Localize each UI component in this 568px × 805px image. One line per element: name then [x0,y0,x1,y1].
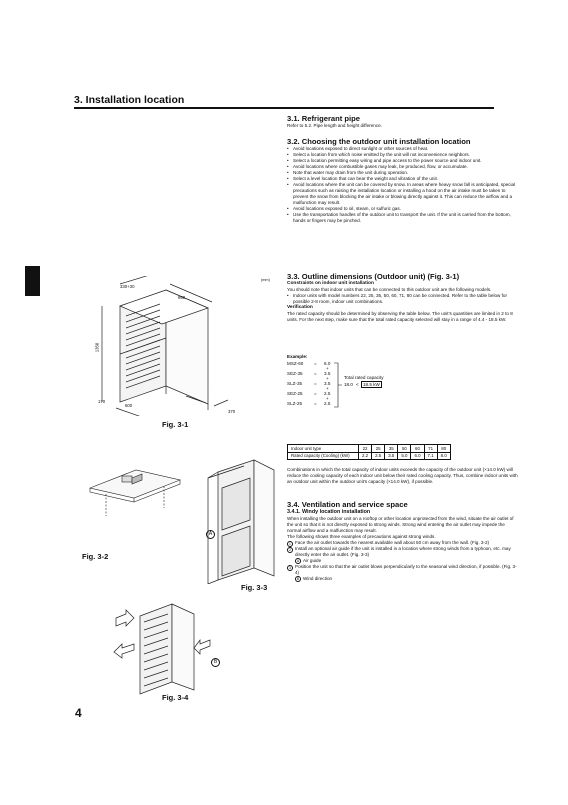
plus-sign: + [326,386,329,391]
example-eq: = [314,371,317,376]
table-cell: 8.0 [437,452,450,460]
table-row [288,445,451,453]
table-cell: 3.5 [385,452,398,460]
rooftop-wall-drawing [86,466,186,526]
table-cell: 35 [385,445,398,453]
plus-sign: + [326,396,329,401]
figure-label: Fig. 3-2 [82,552,109,561]
table-cell: Indoor unit type [288,445,359,453]
text-3-1: Refer to 5.2. Pipe length and height difference. [287,123,382,128]
list-item: • Avoid locations exposed to direct sunlight or other sources of heat. [287,146,519,152]
callout-letter: A [296,559,300,563]
table-row [288,452,451,460]
table-cell: 22 [359,445,372,453]
combination-note [287,467,519,485]
plus-sign: + [326,366,329,371]
figure-label: Fig. 3-1 [162,420,189,429]
list-item: • Select a location from which noise emitted by the unit will not inconvenience neighbors. [287,152,519,158]
constraints-heading: Constraints on indoor unit installation [287,281,374,286]
step-number: 2 [287,547,293,553]
windy-text-2: The following shows three examples of precautions against strong winds. [287,534,436,539]
heading-3-2: 3.2. Choosing the outdoor unit installation location [287,137,471,146]
capacity-example [287,354,519,434]
page-number: 4 [75,706,82,720]
step-number: 3 [287,565,293,571]
list-item [287,546,519,558]
table-cell: 7.1 [424,452,437,460]
table-cell: 2.5 [372,452,385,460]
table-cell: 50 [398,445,411,453]
section-3-4 [287,500,519,582]
capacity-table [287,444,451,460]
list-item: • Select a level location that can bear the weight and vibration of the unit. [287,176,519,182]
heading-3-4-1: 3.4.1. Windy location installation [287,509,371,515]
step-text: Position the unit so that the air outlet blows perpendicularly to the seasonal wind direction, if possible. (Fig. 3-4) [295,564,517,576]
table-cell: 6.0 [411,452,424,460]
bullet-list-3-2 [287,146,519,224]
table-cell: 5.0 [398,452,411,460]
verification-text: The rated capacity should be determined by observing the table below. The unit's quantities are limited in 2 to 8 units. For the next step, make sure that the total rated capacity selected will stay in a range of 4.4 - 18.5 kW. [287,311,513,322]
note-text: Air guide [303,558,322,564]
table-cell: Rated capacity (Cooling) (kW) [288,452,359,460]
step-number: 1 [287,541,293,547]
example-model: SLZ-35 [287,381,303,386]
step-text: Face the air outlet towards the nearest available wall about 50 cm away from the wall. (Fig. 3-2) [295,540,490,545]
list-item: • Use the transportation handles of the outdoor unit to transport the unit. If the unit is carried from the bottom, hands or fingers may be pinched. [287,212,519,224]
table-cell: 2.2 [359,452,372,460]
total-capacity-value: 18.0 [344,382,353,387]
dim-bottom-width: 600 [125,403,133,408]
list-item: • Indoor units with model numbers 22, 25, 35, 50, 60, 71, 80 can be connected. Refer to the table below for possible 2-8 room, indoor unit combinations. [287,293,519,305]
example-model: SEZ-25 [287,391,303,396]
plus-sign: + [326,376,329,381]
unit-label: (mm) [261,278,270,282]
less-than-sign: < [356,382,359,387]
example-eq: = [314,381,317,386]
list-item: • Select a location permitting easy wiring and pipe access to the power source and indoor unit. [287,158,519,164]
list-item: • Avoid locations exposed to oil, steam, or sulfuric gas. [287,206,519,212]
sum-bracket [333,362,343,408]
section-3-1 [287,114,519,129]
example-value: 6.0 [324,361,331,366]
section-divider [74,107,494,109]
dim-depth: 170 [98,399,106,404]
figure-label: Fig. 3-4 [162,693,189,702]
example-value: 3.5 [324,381,331,386]
example-value: 2.5 [324,391,331,396]
dim-height: 1350 [94,342,100,353]
dim-top: 330+30 [120,284,135,289]
table-cell: 71 [424,445,437,453]
section-3-3 [287,272,519,323]
heading-3-1: 3.1. Refrigerant pipe [287,114,361,123]
list-item: • Note that water may drain from the unit during operation. [287,170,519,176]
list-item: • Avoid locations where combustible gases may leak, be produced, flow, or accumulate. [287,164,519,170]
figure-label: Fig. 3-3 [241,583,268,592]
table-cell: 80 [437,445,450,453]
example-model: SEZ-35 [287,371,303,376]
callout-a: A [206,530,215,539]
constraints-text: You should note that indoor units that can be connected to this outdoor unit are the following models. [287,287,492,292]
example-eq: = [314,361,317,366]
example-heading: Example: [287,354,308,359]
example-eq: = [314,401,317,406]
example-value: 3.5 [324,371,331,376]
windy-text-1: When installing the outdoor unit on a rooftop or other location unprotected from the wind, situate the air outlet of the unit so that it is not directly exposed to strong winds. Strong wind entering the air outlet may impede the normal airflow and a malfunction may result. [287,516,514,533]
note-text: Wind direction [303,576,333,582]
example-eq: = [314,391,317,396]
example-model: SLZ-25 [287,401,303,406]
callout-b: B [211,658,220,667]
combination-text: Combinations in which the total capacity of indoor units exceeds the capacity of the outdoor unit (×14.0 kW) will reduce the cooling capacity of each indoor unit below their rated cooling capacity. Thus, combine indoor units with an outdoor unit within the outdoor unit's capacity (×14.0 kW), if possible. [287,467,518,484]
example-value: 2.5 [324,401,331,406]
table-cell: 60 [411,445,424,453]
table-cell: 25 [372,445,385,453]
example-model: MSZ-60 [287,361,304,366]
callout-letter: B [296,577,300,582]
heading-3-3: 3.3. Outline dimensions (Outdoor unit) (Fig. 3-1) [287,272,460,281]
verification-heading: Verification [287,305,313,310]
total-capacity-label: Total rated capacity [344,375,384,380]
section-title: 3. Installation location [74,94,185,106]
step-note [287,576,519,582]
list-item: • Avoid locations where the unit can be covered by snow. In areas where heavy snow fall is anticipated, special precautions such as raising the installation location or installing a hood on the air intake must be taken to prevent the snow from blocking the air intake or blowing directly against it. This can reduce the airflow and a malfunction may result. [287,182,519,206]
section-3-2 [287,137,519,224]
side-tab-marker [25,266,40,296]
dim-side: 370 [228,409,236,414]
step-text: Install an optional air guide if the unit is installed in a location where strong winds from a typhoon, etc. may directly enter the air outlet. (Fig. 3-3) [295,546,511,557]
wind-direction-drawing [112,600,222,698]
dim-width: 950 [178,295,186,300]
list-item [287,564,519,576]
capacity-table-wrap [287,444,451,460]
heading-3-4: 3.4. Ventilation and service space [287,500,408,509]
air-guide-unit-drawing [200,458,280,584]
total-capacity-limit: 18.5 kW [363,382,380,387]
